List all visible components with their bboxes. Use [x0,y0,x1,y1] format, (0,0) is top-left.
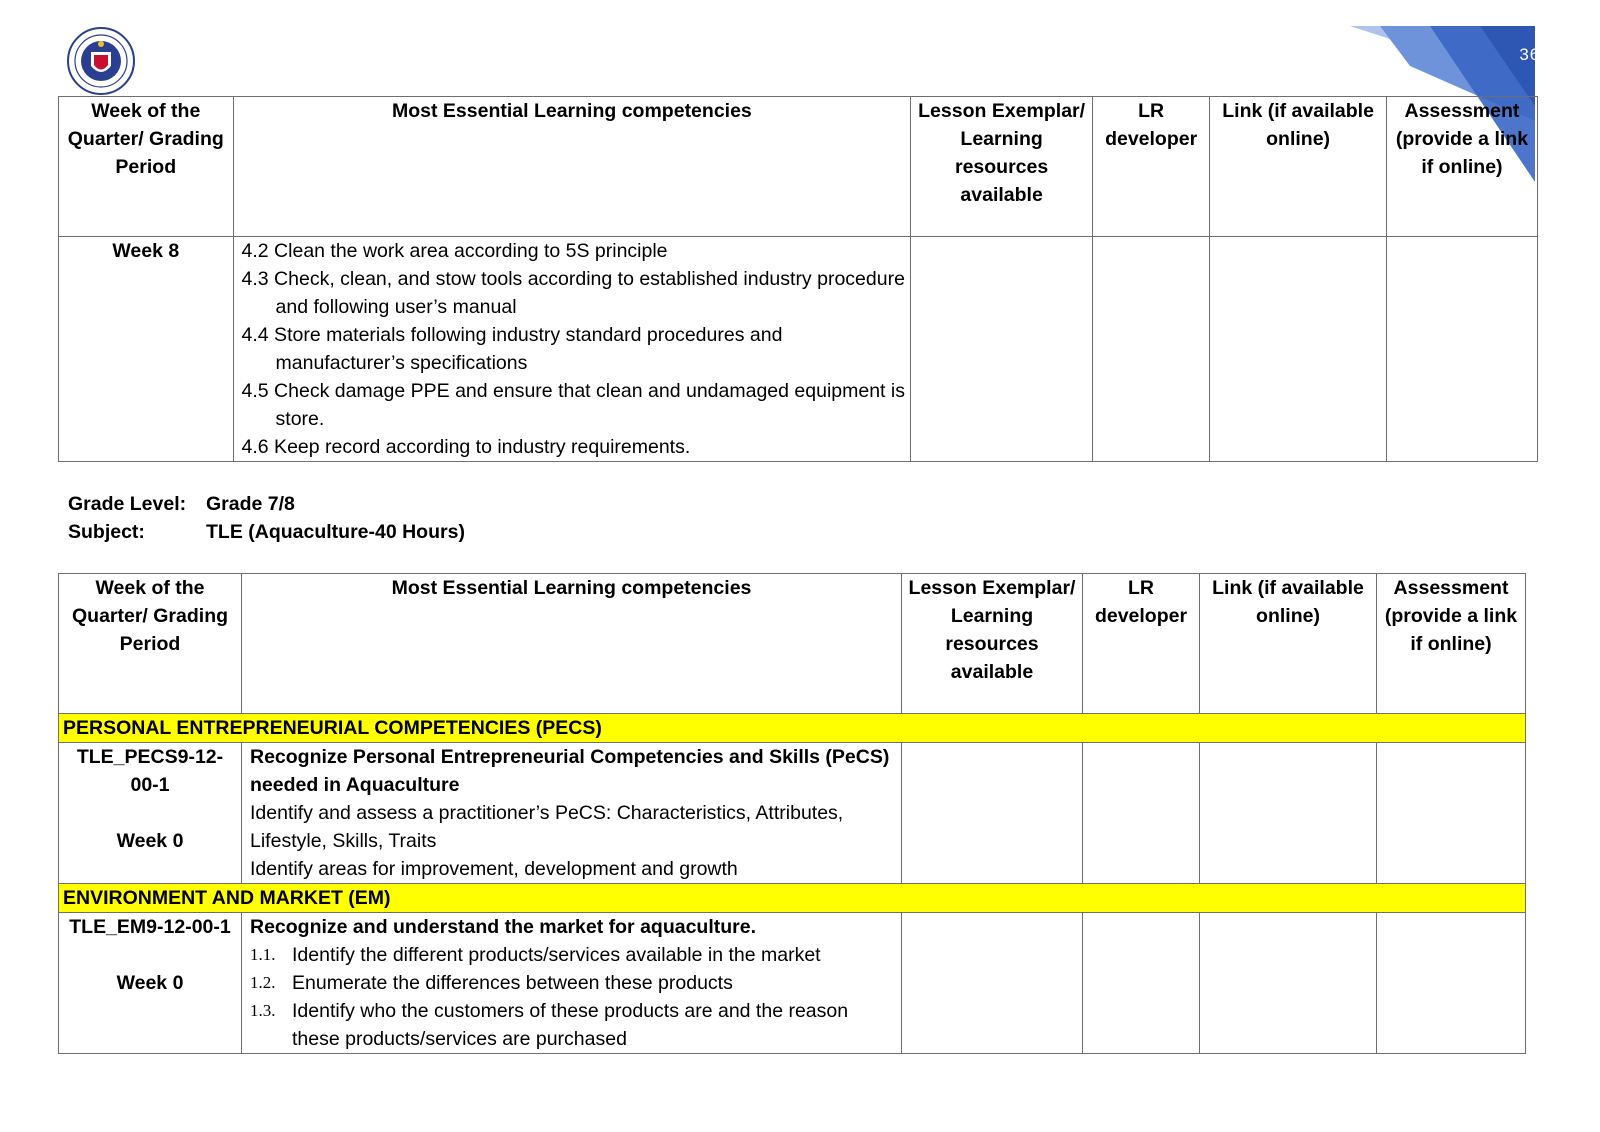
section-row-em [59,884,1526,913]
header-lesson: Lesson Exemplar/ Learning resources available [911,97,1093,237]
list-item: 4.2 Clean the work area according to 5S principle [241,240,668,262]
list-item [250,941,897,969]
empty-cell [1083,913,1200,1054]
week-cell: Week 8 [59,237,234,462]
header-week: Week of the Quarter/ Grading Period [59,97,234,237]
header-lr: LR developer [1092,97,1209,237]
item-text: Identify the different products/services available in the market [292,944,821,966]
page-number: 365 [1519,45,1551,64]
list-item: Identify and assess a practitioner’s PeCS: Characteristics, Attributes, Lifestyle, Skills, Traits [250,802,844,852]
list-item: Identify areas for improvement, development and growth [250,858,738,880]
empty-cell [1200,913,1377,1054]
empty-cell [1083,743,1200,884]
section-row-pecs [59,714,1526,743]
header-assessment: Assessment (provide a link if online) [1377,574,1526,714]
header-assessment: Assessment (provide a link if online) [1386,97,1537,237]
competency-code: TLE_EM9-12-00-1 [69,916,231,938]
empty-cell [1377,743,1526,884]
header-melc: Most Essential Learning competencies [242,574,902,714]
empty-cell [902,913,1083,1054]
list-item [250,997,897,1053]
empty-cell [1200,743,1377,884]
competency-code: TLE_PECS9-12-00-1 [76,746,224,796]
grade-level-label: Grade Level: [68,493,187,515]
empty-cell [1386,237,1537,462]
list-item: 4.4 Store materials following industry standard procedures and manufacturer’s specifications [241,324,783,374]
item-text: Enumerate the differences between these products [292,972,733,994]
competency-title: Recognize Personal Entrepreneurial Competencies and Skills (PeCS) needed in Aquaculture [250,746,890,796]
code-week-cell [59,743,242,884]
empty-cell [1092,237,1209,462]
header-lesson: Lesson Exemplar/ Learning resources available [902,574,1083,714]
subject-label: Subject: [68,521,145,543]
code-week-cell [59,913,242,1054]
competency-list [233,237,911,462]
table-header-row [59,97,1538,237]
week-label: Week 0 [116,972,184,994]
empty-cell [902,743,1083,884]
grade-subject-info [68,490,465,546]
item-number: 1.2. [250,973,276,992]
grade-level-value: Grade 7/8 [206,493,295,515]
table-row [59,743,1526,884]
melc-table-week-8 [58,96,1538,462]
competency-title: Recognize and understand the market for aquaculture. [250,916,757,938]
subject-value: TLE (Aquaculture-40 Hours) [206,521,465,543]
empty-cell [911,237,1093,462]
competency-list [242,743,902,884]
empty-cell [1377,913,1526,1054]
item-number: 1.3. [250,1001,276,1020]
deped-seal-icon [66,26,136,96]
section-title-em: ENVIRONMENT AND MARKET (EM) [59,884,1526,913]
header-lr: LR developer [1083,574,1200,714]
header-week: Week of the Quarter/ Grading Period [59,574,242,714]
list-item: 4.5 Check damage PPE and ensure that clean and undamaged equipment is store. [241,380,905,430]
section-title-pecs: PERSONAL ENTREPRENEURIAL COMPETENCIES (PECS) [59,714,1526,743]
header-link: Link (if available online) [1210,97,1387,237]
week-label: Week 0 [116,830,184,852]
table-row [59,913,1526,1054]
melc-table-aquaculture [58,573,1526,1054]
table-header-row [59,574,1526,714]
competency-list [242,913,902,1054]
list-item: 4.6 Keep record according to industry requirements. [241,436,691,458]
item-text: Identify who the customers of these products are and the reason these products/services are purchased [292,1000,849,1050]
list-item [250,969,897,997]
header-melc: Most Essential Learning competencies [233,97,911,237]
table-row [59,237,1538,462]
empty-cell [1210,237,1387,462]
header-link: Link (if available online) [1200,574,1377,714]
list-item: 4.3 Check, clean, and stow tools according to established industry procedure and following user’s manual [241,268,905,318]
item-number: 1.1. [250,945,276,964]
